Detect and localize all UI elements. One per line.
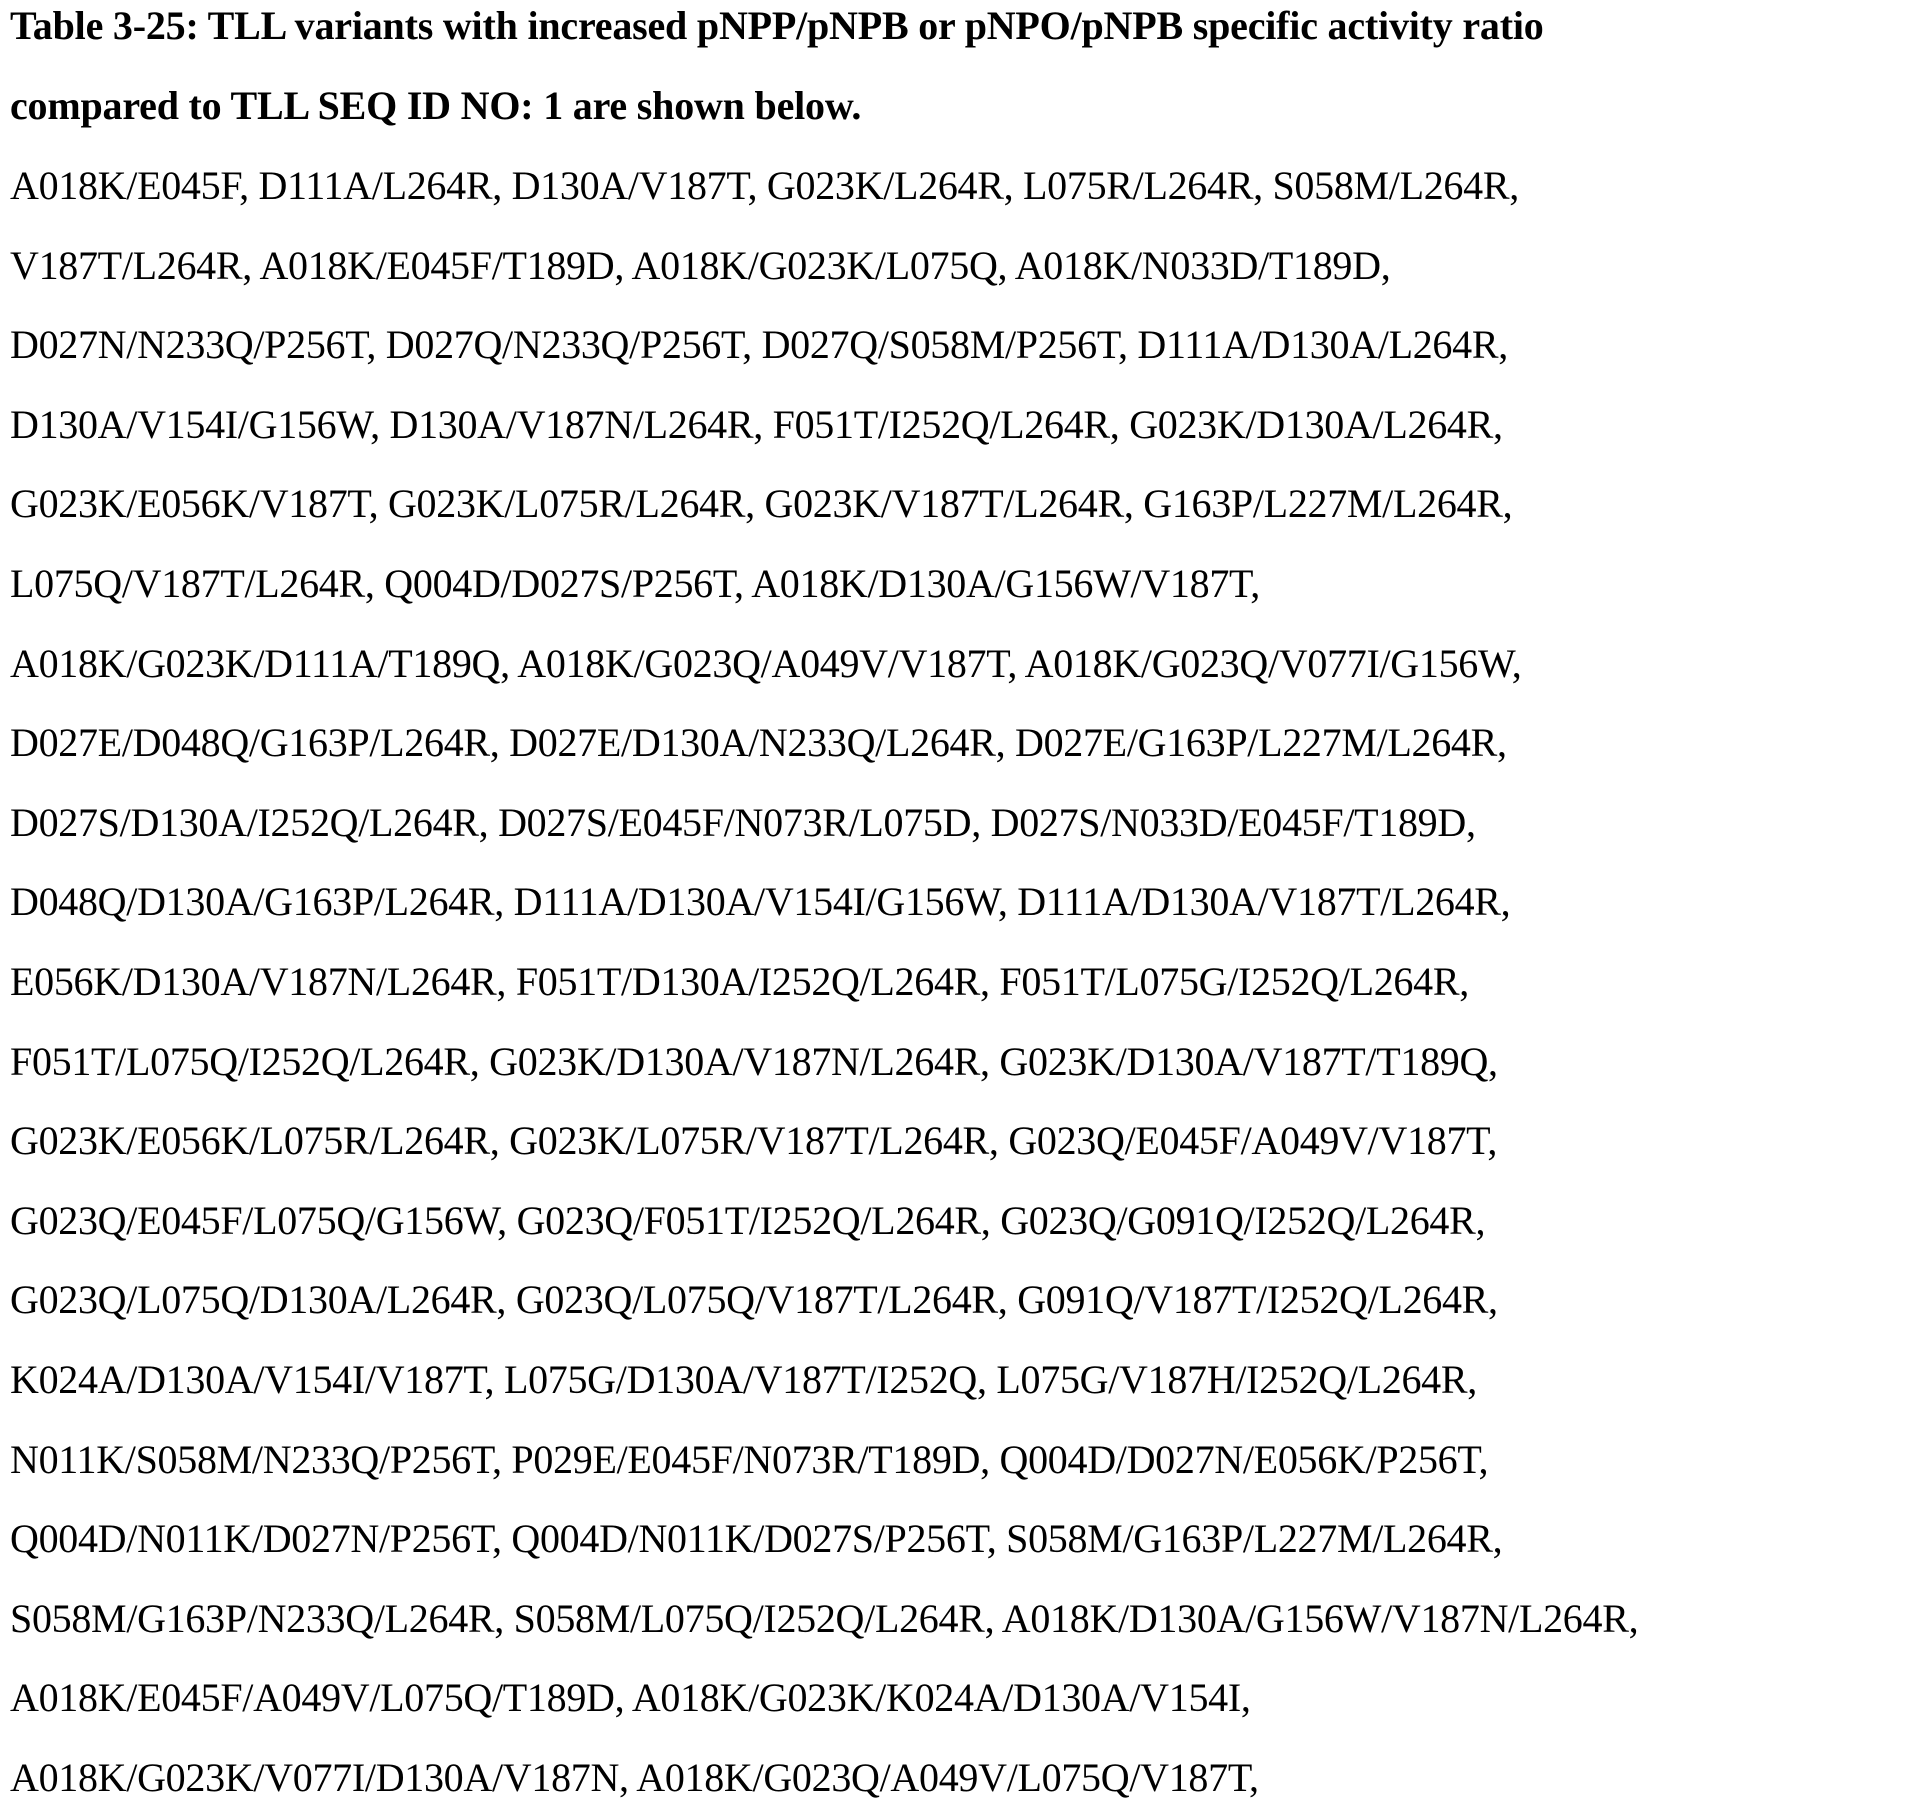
variant-list-line: G023K/E056K/V187T, G023K/L075R/L264R, G023K/V187T/L264R, G163P/L227M/L264R, xyxy=(10,481,1513,527)
variant-list-line: E056K/D130A/V187N/L264R, F051T/D130A/I252Q/L264R, F051T/L075G/I252Q/L264R, xyxy=(10,958,1469,1004)
variant-list-line: N011K/S058M/N233Q/P256T, P029E/E045F/N073R/T189D, Q004D/D027N/E056K/P256T, xyxy=(10,1436,1489,1482)
variant-list-line: V187T/L264R, A018K/E045F/T189D, A018K/G023K/L075Q, A018K/N033D/T189D, xyxy=(10,242,1391,288)
variant-list-line: A018K/E045F, D111A/L264R, D130A/V187T, G023K/L264R, L075R/L264R, S058M/L264R, xyxy=(10,163,1519,208)
variant-list-line: G023Q/E045F/L075Q/G156W, G023Q/F051T/I252Q/L264R, G023Q/G091Q/I252Q/L264R, xyxy=(10,1197,1486,1243)
caption-line: compared to TLL SEQ ID NO: 1 are shown below. xyxy=(10,83,862,128)
variant-list-line: A018K/G023K/D111A/T189Q, A018K/G023Q/A049V/V187T, A018K/G023Q/V077I/G156W, xyxy=(10,640,1522,686)
variant-list-line: D027N/N233Q/P256T, D027Q/N233Q/P256T, D027Q/S058M/P256T, D111A/D130A/L264R, xyxy=(10,322,1508,368)
caption-line: Table 3-25: TLL variants with increased pNPP/pNPB or pNPO/pNPB specific activity ratio xyxy=(10,3,1544,48)
variant-list xyxy=(10,146,1920,1817)
table-caption xyxy=(10,0,1920,146)
variant-list-line: A018K/G023K/V077I/D130A/V187N, A018K/G023Q/A049V/L075Q/V187T, xyxy=(10,1754,1259,1800)
variant-list-line: D130A/V154I/G156W, D130A/V187N/L264R, F051T/I252Q/L264R, G023K/D130A/L264R, xyxy=(10,401,1503,447)
variant-list-line: D027E/D048Q/G163P/L264R, D027E/D130A/N233Q/L264R, D027E/G163P/L227M/L264R, xyxy=(10,720,1507,766)
variant-list-line: G023Q/L075Q/D130A/L264R, G023Q/L075Q/V187T/L264R, G091Q/V187T/I252Q/L264R, xyxy=(10,1277,1498,1323)
variant-list-line: Q004D/N011K/D027N/P256T, Q004D/N011K/D027S/P256T, S058M/G163P/L227M/L264R, xyxy=(10,1516,1503,1562)
variant-list-line: F051T/L075Q/I252Q/L264R, G023K/D130A/V187N/L264R, G023K/D130A/V187T/T189Q, xyxy=(10,1038,1498,1084)
variant-list-line: D027S/D130A/I252Q/L264R, D027S/E045F/N073R/L075D, D027S/N033D/E045F/T189D, xyxy=(10,799,1476,845)
variant-list-line: L075Q/V187T/L264R, Q004D/D027S/P256T, A018K/D130A/G156W/V187T, xyxy=(10,560,1260,606)
variant-list-line: K024A/D130A/V154I/V187T, L075G/D130A/V187T/I252Q, L075G/V187H/I252Q/L264R, xyxy=(10,1356,1477,1402)
variant-list-line: S058M/G163P/N233Q/L264R, S058M/L075Q/I252Q/L264R, A018K/D130A/G156W/V187N/L264R, xyxy=(10,1595,1639,1641)
variant-list-line: D048Q/D130A/G163P/L264R, D111A/D130A/V154I/G156W, D111A/D130A/V187T/L264R, xyxy=(10,879,1511,925)
variant-list-line: G023K/E056K/L075R/L264R, G023K/L075R/V187T/L264R, G023Q/E045F/A049V/V187T, xyxy=(10,1118,1498,1164)
variant-list-line: A018K/E045F/A049V/L075Q/T189D, A018K/G023K/K024A/D130A/V154I, xyxy=(10,1675,1251,1721)
document-page xyxy=(10,0,1920,1817)
